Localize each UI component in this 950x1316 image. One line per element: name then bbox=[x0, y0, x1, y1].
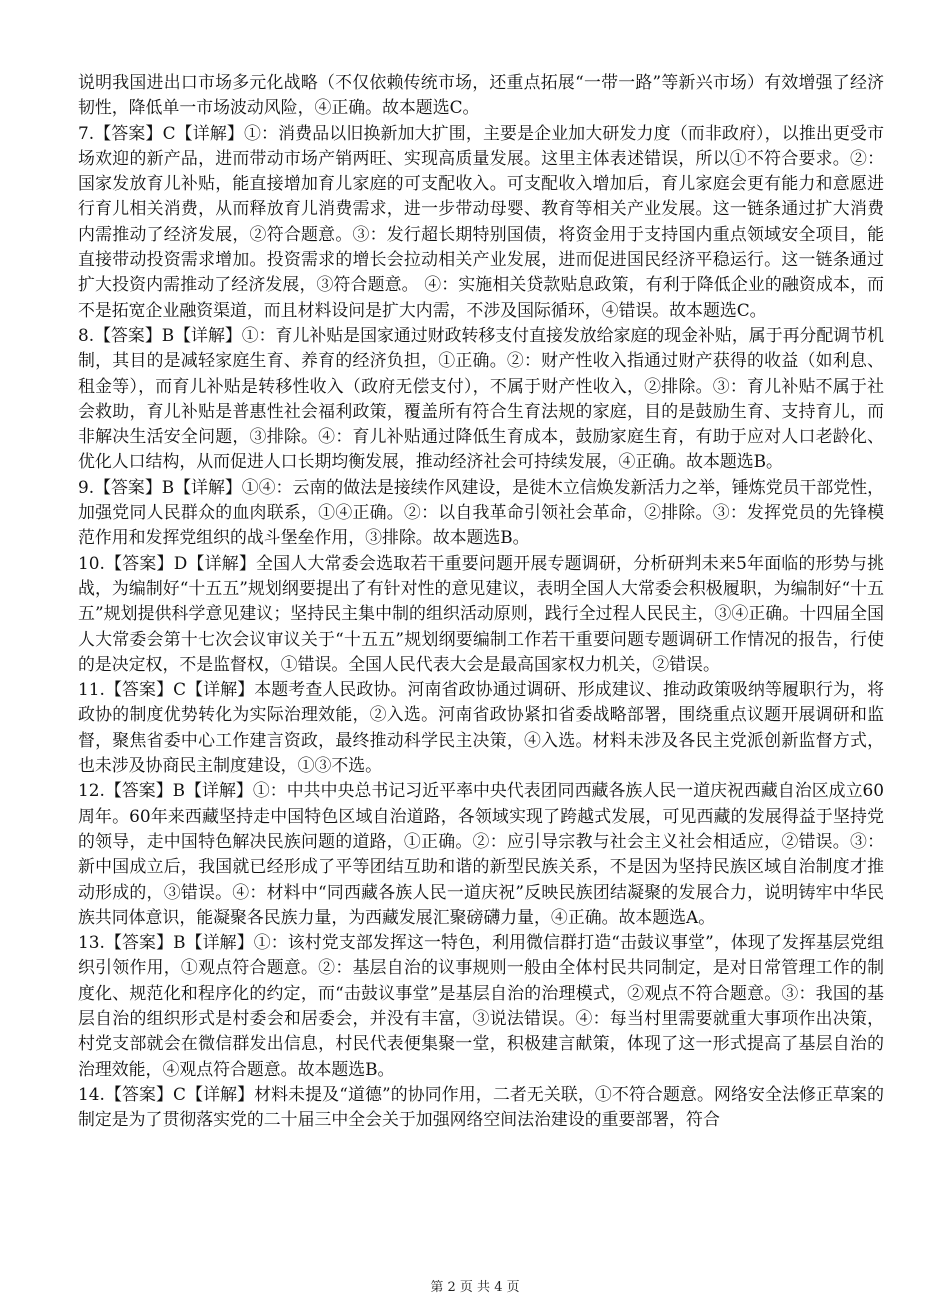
answer-11: 11.【答案】C【详解】本题考查人民政协。河南省政协通过调研、形成建议、推动政策吸纳等履职行为，将政协的制度优势转化为实际治理效能，②入选。河南省政协紧扣省委战略部署，围绕重点议题开展调研和监督，聚焦省委中心工作建言资政，最终推动科学民主决策，④入选。材料未涉及各民主党派创新监督方式，也未涉及协商民主制度建设，①③不选。 bbox=[78, 679, 884, 776]
answer-13: 13.【答案】B【详解】①：该村党支部发挥这一特色，利用微信群打造“击鼓议事堂”，体现了发挥基层党组织引领作用，①观点符合题意。②：基层自治的议事规则一般由全体村民共同制定，是对日常管理工作的制度化、规范化和程序化的约定，而“击鼓议事堂”是基层自治的治理模式，②观点不符合题意。③：我国的基层自治的组织形式是村委会和居委会，并没有丰富，③说法错误。④：每当村里需要就重大事项作出决策，村党支部就会在微信群发出信息，村民代表便集聚一堂，积极建言献策，体现了这一形式提高了基层自治的治理效能，④观点符合题意。故本题选B。 bbox=[78, 932, 884, 1079]
answer-12: 12.【答案】B【详解】①：中共中央总书记习近平率中央代表团同西藏各族人民一道庆祝西藏自治区成立60周年。60年来西藏坚持走中国特色区域自治道路，各领域实现了跨越式发展，可见西藏的发展得益于坚持党的领导，走中国特色解决民族问题的道路，①正确。②：应引导宗教与社会主义社会相适应，②错误。③：新中国成立后，我国就已经形成了平等团结互助和谐的新型民族关系，不是因为坚持民族区域自治制度才推动形成的，③错误。④：材料中“同西藏各族人民一道庆祝”反映民族团结凝聚的发展合力，说明铸牢中华民族共同体意识，能凝聚各民族力量，为西藏发展汇聚磅礴力量，④正确。故本题选A。 bbox=[78, 780, 884, 927]
page-number-footer: 第 2 页 共 4 页 bbox=[430, 1280, 520, 1295]
answer-14: 14.【答案】C【详解】材料未提及“道德”的协同作用，二者无关联，①不符合题意。网络安全法修正草案的制定是为了贯彻落实党的二十届三中全会关于加强网络空间法治建设的重要部署，符合 bbox=[78, 1083, 884, 1130]
answer-10: 10.【答案】D【详解】全国人大常委会选取若干重要问题开展专题调研，分析研判未来5年面临的形势与挑战，为编制好“十五五”规划纲要提出了有针对性的意见建议，表明全国人大常委会积极履职，为编制好“十五五”规划提供科学意见建议；坚持民主集中制的组织活动原则，践行全过程人民民主，③④正确。十四届全国人大常委会第十七次会议审议关于“十五五”规划纲要编制工作若干重要问题专题调研工作情况的报告，行使的是决定权，不是监督权，①错误。全国人民代表大会是最高国家权力机关，②错误。 bbox=[78, 552, 884, 674]
answer-9: 9.【答案】B【详解】①④：云南的做法是接续作风建设，是徙木立信焕发新活力之举，锤炼党员干部党性，加强党同人民群众的血肉联系，①④正确。②：以自我革命引领社会革命，②排除。③：发挥党员的先锋模范作用和发挥党组织的战斗堡垒作用，③排除。故本题选B。 bbox=[78, 476, 884, 548]
answer-8: 8.【答案】B【详解】①：育儿补贴是国家通过财政转移支付直接发放给家庭的现金补贴，属于再分配调节机制，其目的是减轻家庭生育、养育的经济负担，①正确。②：财产性收入指通过财产获得的收益（如利息、租金等），而育儿补贴是转移性收入（政府无偿支付），不属于财产性收入，②排除。③：育儿补贴不属于社会救助，育儿补贴是普惠性社会福利政策，覆盖所有符合生育法规的家庭，目的是鼓励生育、支持育儿，而非解决生活安全问题，③排除。④：育儿补贴通过降低生育成本，鼓励家庭生育，有助于应对人口老龄化、优化人口结构，从而促进人口长期均衡发展，推动经济社会可持续发展，④正确。故本题选B。 bbox=[78, 324, 884, 472]
paragraph-continuation: 说明我国进出口市场多元化战略（不仅依赖传统市场，还重点拓展“一带一路”等新兴市场）有效增强了经济韧性，降低单一市场波动风险，④正确。故本题选C。 bbox=[78, 72, 884, 118]
answer-7: 7.【答案】C【详解】①：消费品以旧换新加大扩围，主要是企业加大研发力度（而非政府），以推出更受市场欢迎的新产品，进而带动市场产销两旺、实现高质量发展。这里主体表述错误，所以①不符合要求。②：国家发放育儿补贴，能直接增加育儿家庭的可支配收入。可支配收入增加后，育儿家庭会更有能力和意愿进行育儿相关消费，从而释放育儿消费需求，进一步带动母婴、教育等相关产业发展。这一链条通过扩大消费内需推动了经济发展，②符合题意。③：发行超长期特别国债，将资金用于支持国内重点领域安全项目，能直接带动投资需求增加。投资需求的增长会拉动相关产业发展，进而促进国民经济平稳运行。这一链条通过扩大投资内需推动了经济发展，③符合题意。 ④：实施相关贷款贴息政策，有利于降低企业的融资成本，而不是拓宽企业融资渠道，而且材料设问是扩大内需，不涉及国际循环，④错误。故本题选C。 bbox=[78, 122, 884, 320]
